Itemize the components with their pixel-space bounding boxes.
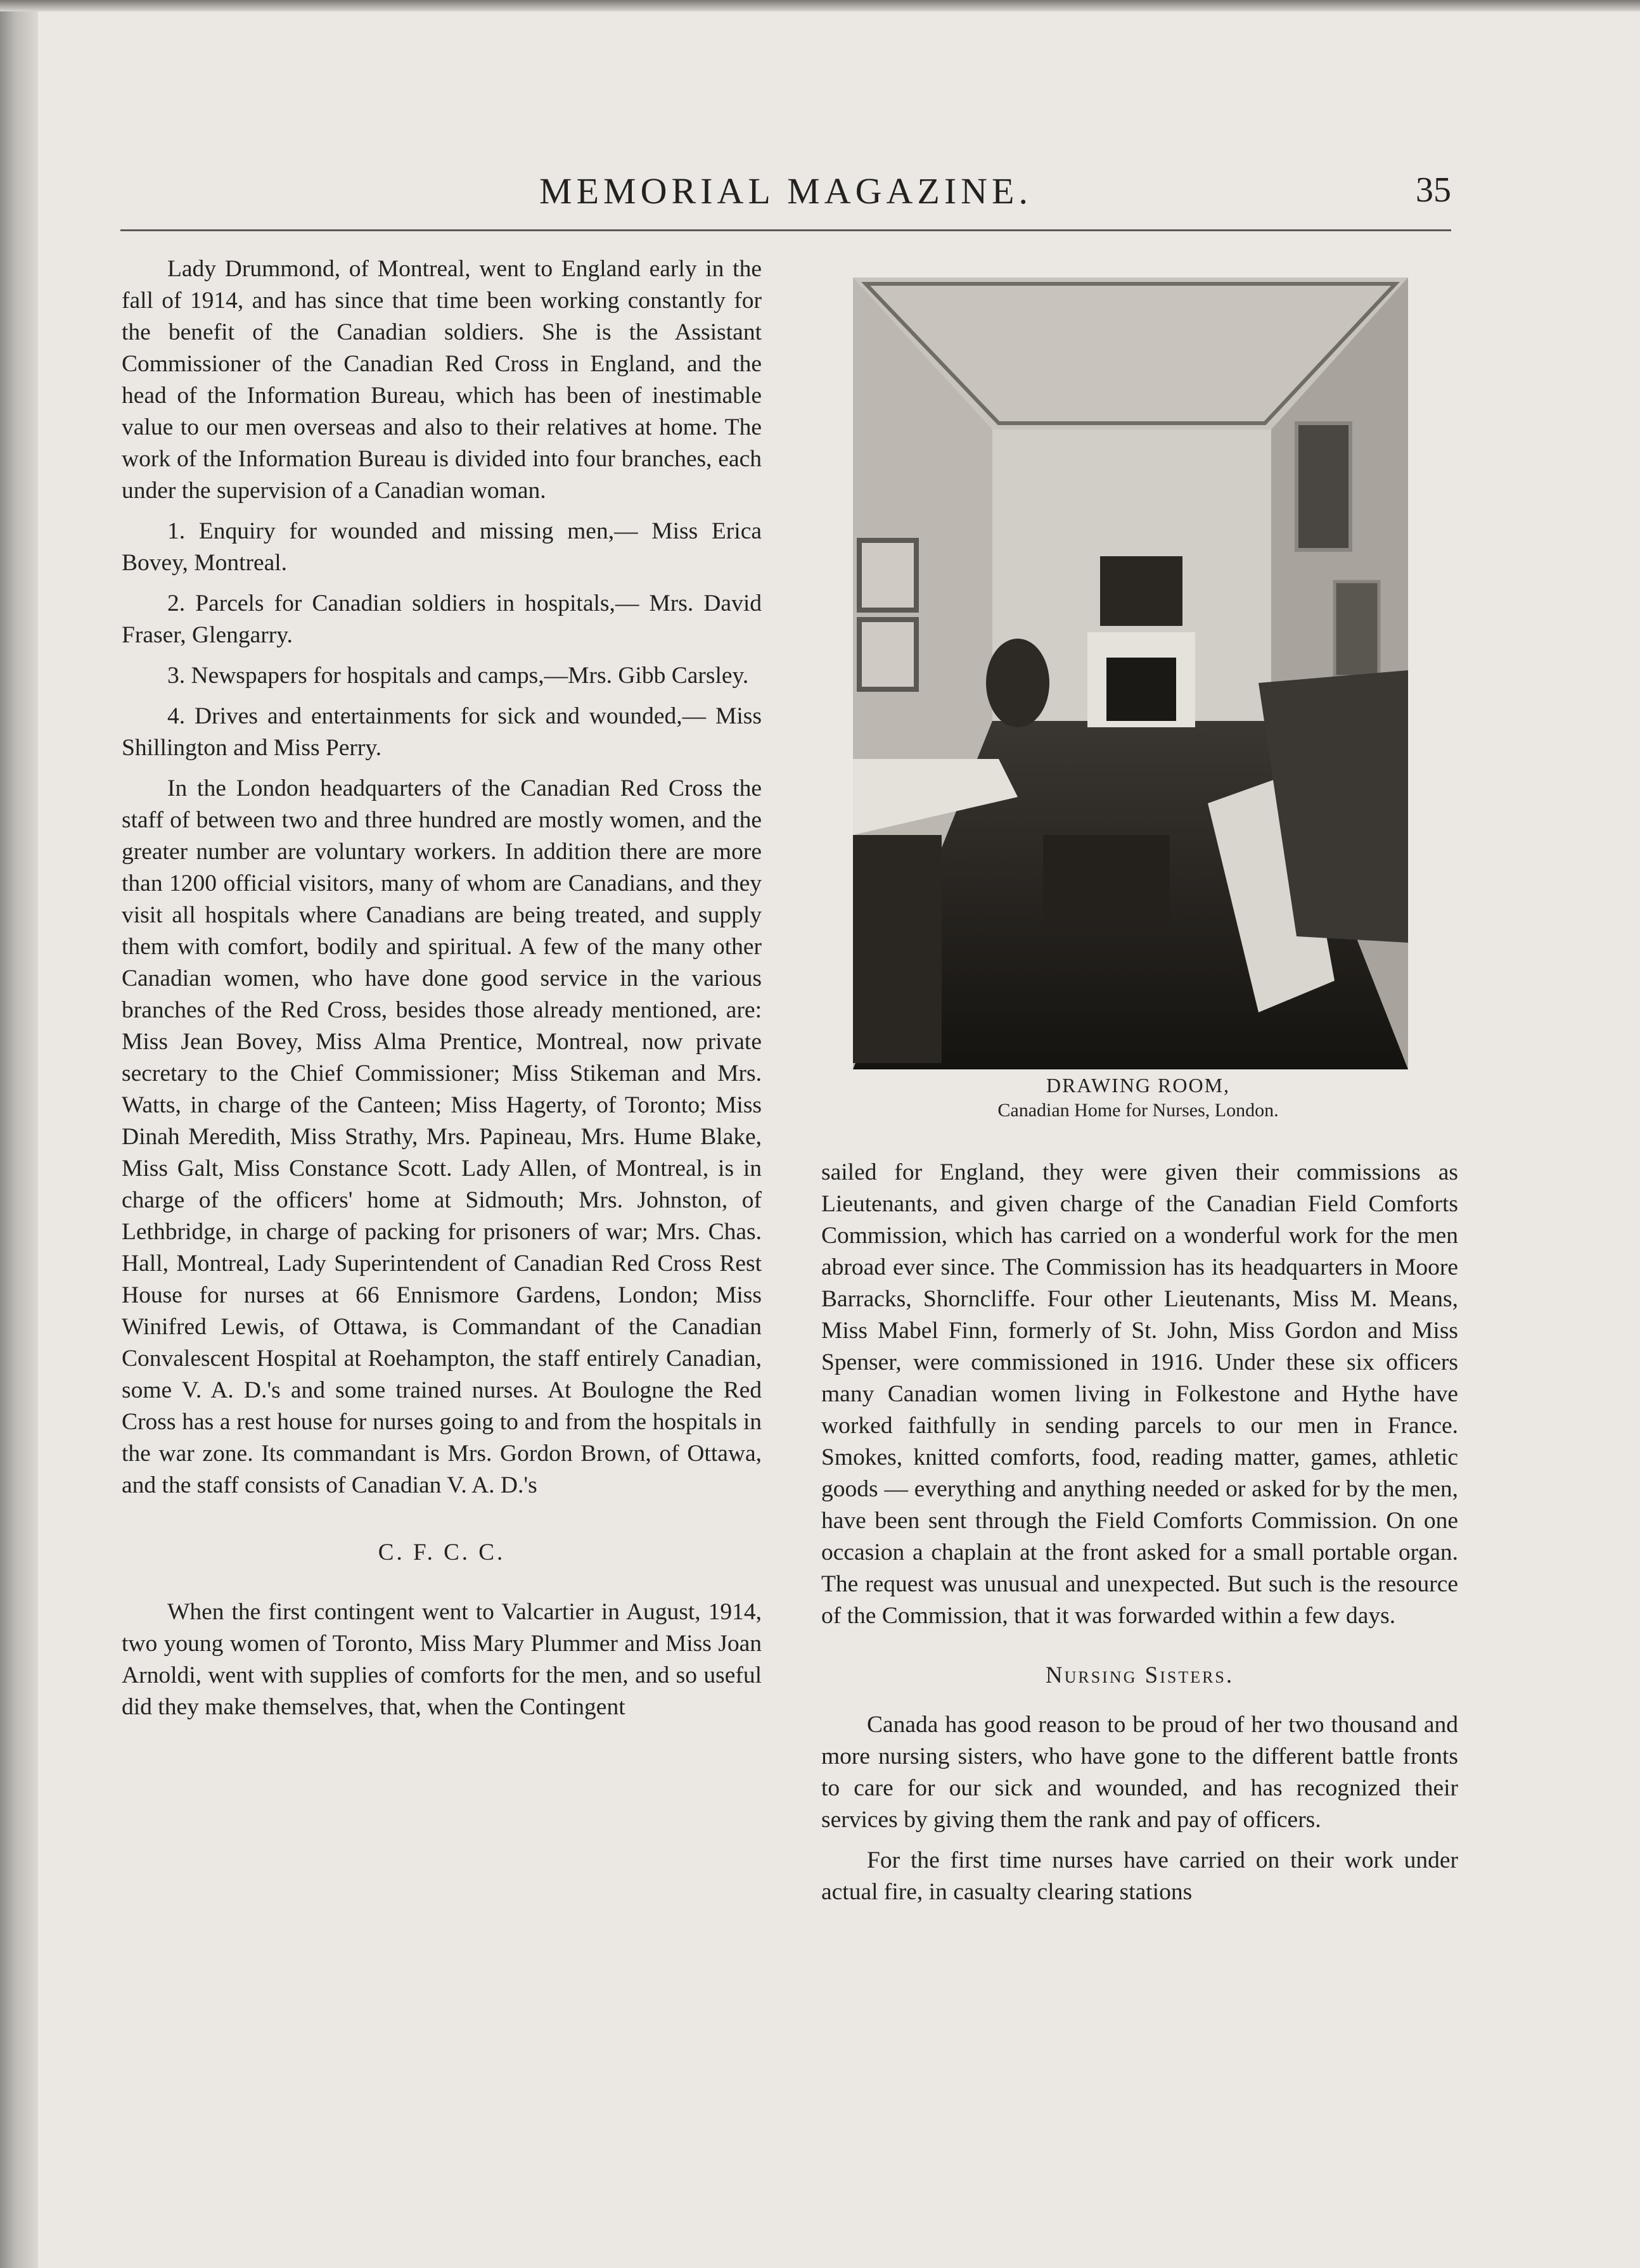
subheading-nursing-sisters: Nursing Sisters. xyxy=(1045,1662,1234,1688)
drawing-room-photo xyxy=(853,277,1408,1069)
magazine-title: MEMORIAL MAGAZINE. xyxy=(539,170,1032,212)
subheading-cfcc: C. F. C. C. xyxy=(378,1539,506,1565)
photo-caption xyxy=(821,1074,1455,1121)
page-header xyxy=(120,170,1451,227)
list-item-1: 1. Enquiry for wounded and missing men,— Miss Erica Bovey, Montreal. xyxy=(122,518,762,576)
caption-title: DRAWING ROOM, xyxy=(1046,1074,1231,1097)
list-item-3: 3. Newspapers for hospitals and camps,—Mrs. Gibb Carsley. xyxy=(167,663,749,689)
page-number: 35 xyxy=(1416,170,1451,210)
paragraph-intro: Lady Drummond, of Montreal, went to England early in the fall of 1914, and has since that time been working constantly for the benefit of the Canadian soldiers. She is the Assistant Commissioner of the Canadian Red Cross in England, and the head of the Information Bureau, which has been of inestimable value to our men overseas and also to their relatives at home. The work of the Information Bureau is divided into four branches, each under the supervision of a Canadian woman. xyxy=(122,256,762,504)
paragraph-nursing-2: For the first time nurses have carried on their work under actual fire, in casualty clearing stations xyxy=(821,1847,1458,1905)
paragraph-cfcc: When the first contingent went to Valcartier in August, 1914, two young women of Toronto, Miss Mary Plummer and Miss Joan Arnoldi, went with supplies of comforts for the men, and so useful did they make themselves, that, when the Contingent xyxy=(122,1599,762,1720)
left-column xyxy=(122,253,762,1732)
page-top-edge xyxy=(0,0,1640,11)
paragraph-london-headquarters: In the London headquarters of the Canadian Red Cross the staff of between two and three hundred are mostly women, and the greater number are voluntary workers. In addition there are more than 1200 official visitors, many of whom are Canadians, and they visit all hospitals where Canadians are being treated, and supply them with comfort, bodily and spiritual. A few of the many other Canadian women, who have done good service in the various branches of the Red Cross, besides those already mentioned, are: Miss Jean Bovey, Miss Alma Prentice, Montreal, now private secretary to the Chief Commissioner; Miss Stikeman and Mrs. Watts, in charge of the Canteen; Miss Hagerty, of Toronto; Miss Dinah Meredith, Miss Strathy, Mrs. Papineau, Mrs. Hume Blake, Miss Galt, Miss Constance Scott. Lady Allen, of Montreal, is in charge of the officers' home at Sidmouth; Mrs. Johnston, of Lethbridge, in charge of packing for prisoners of war; Mrs. Chas. Hall, Montreal, Lady Superintendent of Canadian Red Cross Rest House for nurses at 66 Ennismore Gardens, London; Miss Winifred Lewis, of Ottawa, is Commandant of the Canadian Convalescent Hospital at Roehampton, the staff entirely Canadian, some V. A. D.'s and some trained nurses. At Boulogne the Red Cross has a rest house for nurses going to and from the hospitals in the war zone. Its commandant is Mrs. Gordon Brown, of Ottawa, and the staff consists of Canadian V. A. D.'s xyxy=(122,775,762,1498)
header-rule xyxy=(120,229,1451,231)
right-column xyxy=(821,1157,1458,1917)
list-item-4: 4. Drives and entertainments for sick and wounded,— Miss Shillington and Miss Perry. xyxy=(122,703,762,761)
paragraph-nursing-1: Canada has good reason to be proud of her two thousand and more nursing sisters, who have gone to the different battle fronts to care for our sick and wounded, and has recognized their services by giving them the rank and pay of officers. xyxy=(821,1712,1458,1833)
list-item-2: 2. Parcels for Canadian soldiers in hospitals,— Mrs. David Fraser, Glengarry. xyxy=(122,590,762,648)
paragraph-cfcc-continued: sailed for England, they were given their commissions as Lieutenants, and given charge of the Canadian Field Comforts Commission, which has carried on a wonderful work for the men abroad ever since. The Commission has its headquarters in Moore Barracks, Shorncliffe. Four other Lieutenants, Miss M. Means, Miss Mabel Finn, formerly of St. John, Miss Gordon and Miss Spenser, were commissioned in 1916. Under these six officers many Canadian women living in Folkestone and Hythe have worked faithfully in sending parcels to our men in France. Smokes, knitted comforts, food, reading matter, games, athletic goods — everything and anything needed or asked for by the men, have been sent through the Field Comforts Commission. On one occasion a chaplain at the front asked for a small portable organ. The request was unusual and unexpected. But such is the resource of the Commission, that it was forwarded within a few days. xyxy=(821,1159,1458,1629)
book-spine-shadow xyxy=(0,0,38,2268)
caption-subtitle: Canadian Home for Nurses, London. xyxy=(997,1100,1279,1121)
